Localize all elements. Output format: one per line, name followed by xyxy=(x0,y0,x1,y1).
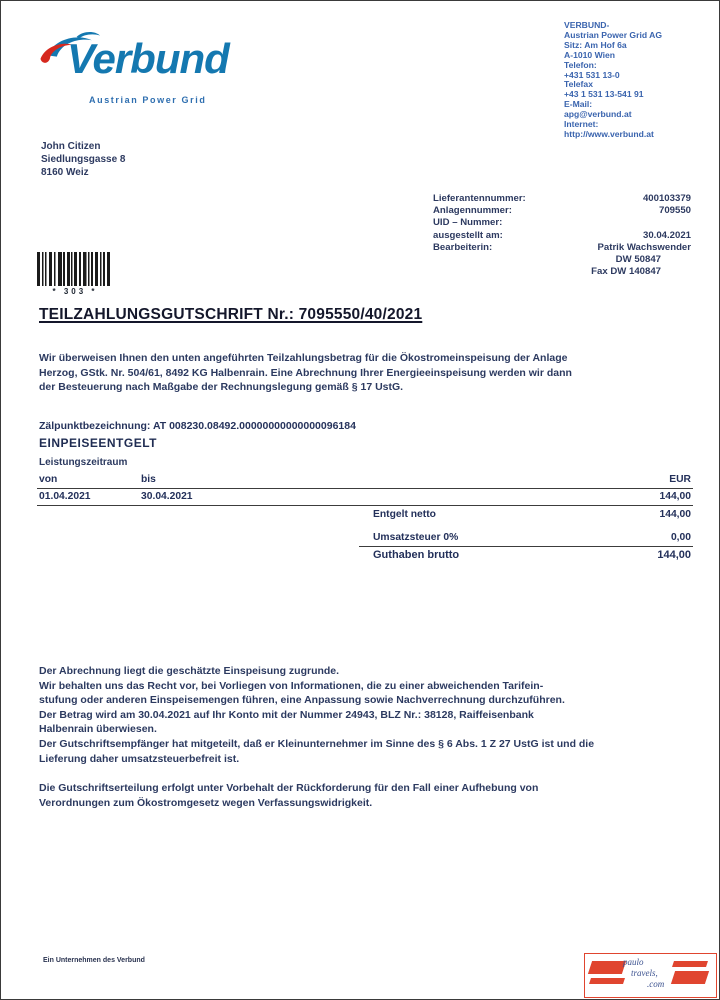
umsatzsteuer-label: Umsatzsteuer 0% xyxy=(373,532,459,543)
body-line: stufung oder anderen Einspeisemengen führen, eine Anpassung sowie Nachverrechnung durchzuführen. xyxy=(39,694,565,707)
entgelt-netto-label: Entgelt netto xyxy=(373,509,436,520)
meta-row xyxy=(433,242,691,254)
intro-line: Herzog, GStk. Nr. 504/61, 8492 KG Halbenrain. Eine Abrechnung Ihrer Energieeinspeisung werden wir dann xyxy=(39,366,572,379)
document-title: TEILZAHLUNGSGUTSCHRIFT Nr.: 7095550/40/2021 xyxy=(39,306,423,323)
meta-label: Bearbeiterin: xyxy=(433,241,493,253)
table-rule xyxy=(37,488,693,489)
leistungszeitraum-heading: Leistungszeitraum xyxy=(39,457,128,468)
intro-line: Wir überweisen Ihnen den unten angeführten Teilzahlungsbetrag für die Ökostromeinspeisung der Anlage xyxy=(39,352,568,364)
company-fax: +43 1 531 13-541 91 xyxy=(564,89,644,100)
company-line: Telefon: xyxy=(564,59,597,70)
company-line: E-Mail: xyxy=(564,99,593,110)
body-paragraph xyxy=(39,664,684,766)
footer-company-note: Ein Unternehmen des Verbund xyxy=(43,957,145,964)
period-amount: 144,00 xyxy=(659,491,691,502)
table-rule xyxy=(37,505,693,506)
meta-value: 30.04.2021 xyxy=(642,229,691,241)
table-header-bis: bis xyxy=(141,474,156,485)
table-header-von: von xyxy=(39,474,58,485)
meta-value xyxy=(502,217,691,229)
meta-row xyxy=(433,205,691,217)
meta-label: Lieferantennummer: xyxy=(433,193,526,204)
table-header-eur: EUR xyxy=(669,474,691,485)
paulo-travels-logo xyxy=(584,953,717,998)
meta-value: 400103379 xyxy=(642,193,691,204)
logo-subtitle: Austrian Power Grid xyxy=(89,95,207,105)
company-line: VERBUND- xyxy=(564,20,610,30)
paulo-logo-line: paulo xyxy=(623,957,644,967)
recipient-city: 8160 Weiz xyxy=(41,167,89,178)
body-line: Der Betrag wird am 30.04.2021 auf Ihr Konto mit der Nummer 24943, BLZ Nr.: 38128, Raiffeisenbank xyxy=(39,708,534,721)
guthaben-brutto-label: Guthaben brutto xyxy=(373,549,460,561)
paulo-logo-text xyxy=(585,957,716,990)
body-line: Der Gutschriftsempfänger hat mitgeteilt, daß er Kleinunternehmer im Sinne des § 6 Abs. 1 Z 27 UstG ist und die xyxy=(39,737,595,750)
paulo-logo-line: travels, xyxy=(631,968,658,978)
intro-line: der Besteuerung nach Maßgabe der Rechnungslegung gemäß § 17 UstG. xyxy=(39,381,404,394)
entgelt-netto-amount: 144,00 xyxy=(659,509,691,520)
company-line: A-1010 Wien xyxy=(564,49,616,60)
paulo-logo-line: .com xyxy=(647,979,665,989)
company-phone: +431 531 13-0 xyxy=(564,69,620,80)
company-line: Internet: xyxy=(564,119,599,130)
body-line: Der Abrechnung liegt die geschätzte Einspeisung zugrunde. xyxy=(39,665,340,677)
meterpoint-line: Zälpunktbezeichnung: AT 008230.08492.00000000000000096184 xyxy=(39,420,356,432)
closing-line: Die Gutschriftserteilung erfolgt unter Vorbehalt der Rückforderung für den Fall einer Aufhebung von xyxy=(39,782,539,794)
company-website: http://www.verbund.at xyxy=(564,128,654,139)
meta-row xyxy=(433,230,691,242)
table-rule xyxy=(359,546,693,547)
meta-label: Anlagennummer: xyxy=(433,205,512,217)
company-line: Telefax xyxy=(564,79,593,90)
umsatzsteuer-amount: 0,00 xyxy=(670,532,691,543)
company-email: apg@verbund.at xyxy=(564,109,632,120)
meta-value: DW 50847 xyxy=(615,254,661,266)
barcode xyxy=(37,252,113,291)
meta-row xyxy=(433,193,691,205)
intro-paragraph xyxy=(39,351,669,395)
meta-value: Patrik Wachswender xyxy=(597,241,691,253)
company-address-block xyxy=(564,21,714,140)
invoice-meta-block xyxy=(433,193,691,278)
body-line: Halbenrain überwiesen. xyxy=(39,723,157,736)
meta-label: ausgestellt am: xyxy=(433,229,503,241)
verbund-wordmark: Verbund xyxy=(67,35,229,82)
meta-value: Fax DW 140847 xyxy=(591,266,661,278)
body-line: Wir behalten uns das Recht vor, bei Vorliegen von Informationen, die zu einer abweichenden Tarifein- xyxy=(39,679,544,692)
recipient-name: John Citizen xyxy=(41,141,101,152)
closing-line: Verordnungen zum Ökostromgesetz wegen Verfassungswidrigkeit. xyxy=(39,796,373,809)
company-line: Sitz: Am Hof 6a xyxy=(564,39,627,50)
period-to: 30.04.2021 xyxy=(141,491,193,502)
meta-row xyxy=(433,217,691,229)
meta-row xyxy=(433,266,691,278)
barcode-text: * 303 * xyxy=(52,287,98,296)
closing-paragraph xyxy=(39,781,684,810)
meta-row xyxy=(433,254,691,266)
einspeiseentgelt-heading: EINPEISEENTGELT xyxy=(39,436,157,450)
recipient-street: Siedlungsgasse 8 xyxy=(41,154,126,165)
body-line: Lieferung daher umsatzsteuerbefreit ist. xyxy=(39,752,240,765)
recipient-address-block xyxy=(41,140,125,179)
meta-value: 709550 xyxy=(658,205,691,217)
meta-label: UID – Nummer: xyxy=(433,217,503,229)
guthaben-brutto-amount: 144,00 xyxy=(657,549,691,561)
company-line: Austrian Power Grid AG xyxy=(564,29,663,40)
period-from: 01.04.2021 xyxy=(39,491,91,502)
